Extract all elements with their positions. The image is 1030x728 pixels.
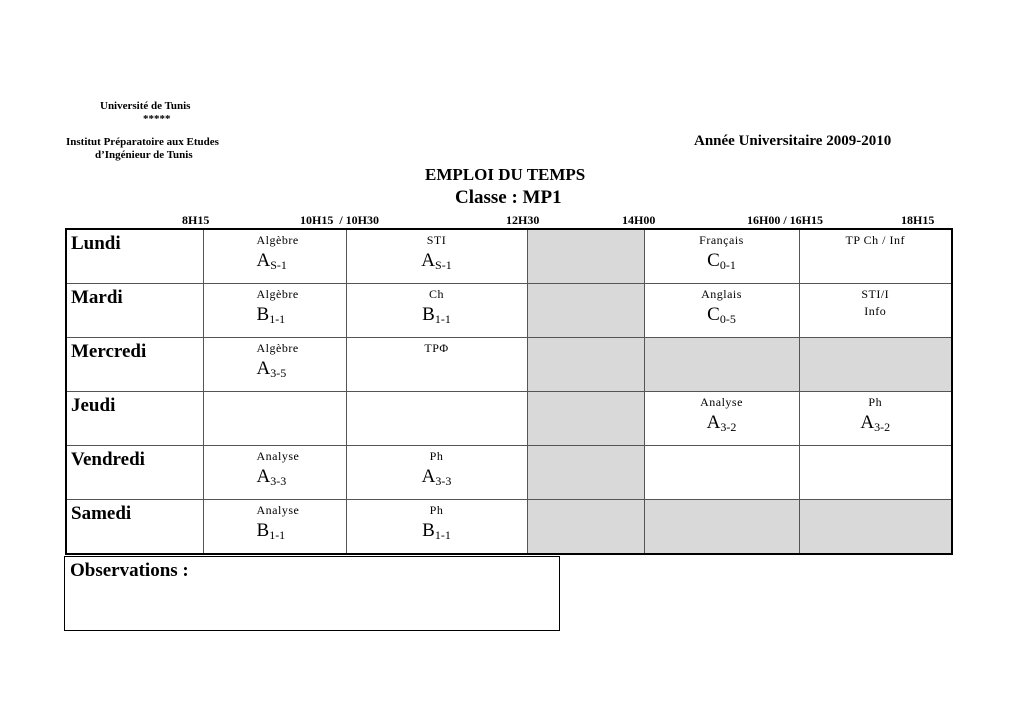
subject-label: Analyse <box>256 503 300 517</box>
slot-cell <box>346 338 527 392</box>
slot-cell <box>346 284 527 338</box>
day-cell: Samedi <box>66 500 203 555</box>
subject-label: Ph <box>429 449 444 463</box>
room-label: $B_{1-1}$ <box>422 304 451 326</box>
observations-box <box>64 556 560 631</box>
room-label: $A_{3-5}$ <box>256 358 287 380</box>
subject-label: Ph <box>429 503 444 517</box>
time-label: 18H15 <box>901 213 935 227</box>
slot-cell <box>203 338 346 392</box>
table-row <box>66 229 952 284</box>
time-label: 14H00 <box>622 213 656 227</box>
subject-label: Français <box>699 233 744 247</box>
institute-line2: d’Ingénieur de Tunis <box>95 149 193 161</box>
subject-label: Algèbre <box>256 233 299 247</box>
academic-year: Année Universitaire 2009-2010 <box>694 133 892 149</box>
slot-cell <box>203 500 346 555</box>
empty-shaded-cell <box>799 338 952 392</box>
class-title: Classe : MP1 <box>455 187 562 208</box>
subject-label: TPΦ <box>424 341 449 355</box>
slot-cell <box>799 392 952 446</box>
empty-cell <box>799 446 952 500</box>
subject-label: Anglais <box>701 287 742 301</box>
stars-separator: ***** <box>143 113 171 125</box>
day-cell: Lundi <box>66 229 203 284</box>
room-label: $A_{S-1}$ <box>256 250 287 272</box>
university-name: Université de Tunis <box>100 100 191 112</box>
time-label: 12H30 <box>506 213 540 227</box>
subject-label: Analyse <box>700 395 743 409</box>
subject-label: STI <box>426 233 447 247</box>
lunch-break-cell <box>527 500 644 555</box>
subject-label: Algèbre <box>256 287 299 301</box>
lunch-break-cell <box>527 338 644 392</box>
time-label: 16H00 / 16H15 <box>747 213 824 227</box>
room-label: $A_{3-3}$ <box>421 466 452 488</box>
time-label: 8H15 <box>182 213 210 227</box>
table-row <box>66 500 952 555</box>
empty-shaded-cell <box>644 500 799 555</box>
table-row <box>66 392 952 446</box>
lunch-break-cell <box>527 446 644 500</box>
slot-cell <box>346 446 527 500</box>
subject-label: Ph <box>868 395 883 409</box>
room-label: $C_{0-1}$ <box>707 250 736 272</box>
day-cell: Mercredi <box>66 338 203 392</box>
table-row <box>66 284 952 338</box>
room-label: $A_{S-1}$ <box>421 250 452 272</box>
empty-shaded-cell <box>644 338 799 392</box>
lunch-break-cell <box>527 392 644 446</box>
slot-cell <box>203 229 346 284</box>
slot-cell <box>799 229 952 284</box>
timetable <box>65 228 953 555</box>
lunch-break-cell <box>527 284 644 338</box>
slot-cell <box>644 284 799 338</box>
empty-cell <box>203 392 346 446</box>
subject-label-line2: Info <box>864 304 887 318</box>
room-label: $C_{0-5}$ <box>707 304 736 326</box>
lunch-break-cell <box>527 229 644 284</box>
day-cell: Jeudi <box>66 392 203 446</box>
slot-cell <box>346 229 527 284</box>
room-label: $B_{1-1}$ <box>422 520 451 542</box>
slot-cell <box>203 284 346 338</box>
time-label: 10H15 / 10H30 <box>300 213 380 227</box>
empty-cell <box>346 392 527 446</box>
subject-label: STI/I <box>861 287 890 301</box>
room-label: $A_{3-3}$ <box>256 466 287 488</box>
institute-line1: Institut Préparatoire aux Etudes <box>66 136 219 148</box>
slot-cell <box>203 446 346 500</box>
slot-cell <box>799 284 952 338</box>
slot-cell <box>346 500 527 555</box>
empty-cell <box>644 446 799 500</box>
subject-label: Ch <box>428 287 444 301</box>
table-row <box>66 446 952 500</box>
room-label: $A_{3-2}$ <box>706 412 737 434</box>
table-row <box>66 338 952 392</box>
slot-cell <box>644 229 799 284</box>
room-label: $B_{1-1}$ <box>256 304 286 326</box>
room-label: $A_{3-2}$ <box>860 412 891 434</box>
subject-label: Algèbre <box>256 341 299 355</box>
day-cell: Mardi <box>66 284 203 338</box>
room-label: $B_{1-1}$ <box>256 520 286 542</box>
slot-cell <box>644 392 799 446</box>
page-title: EMPLOI DU TEMPS <box>425 165 586 184</box>
subject-label: TP Ch / Inf <box>845 233 905 247</box>
subject-label: Analyse <box>256 449 300 463</box>
empty-shaded-cell <box>799 500 952 555</box>
observations-label: Observations : <box>70 560 189 581</box>
day-cell: Vendredi <box>66 446 203 500</box>
